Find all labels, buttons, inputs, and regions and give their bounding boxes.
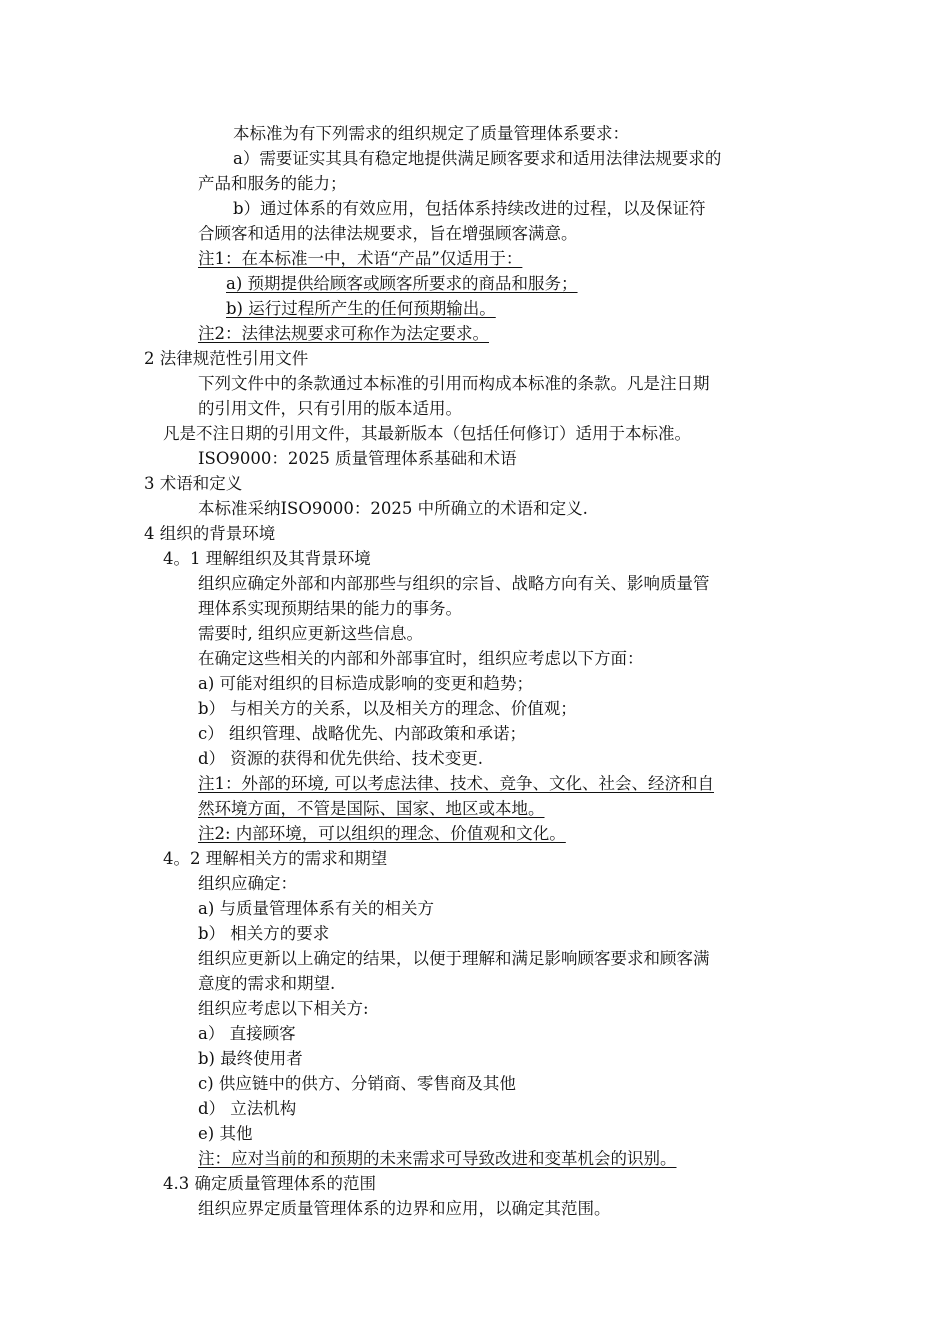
section-4-1-item-d: d） 资源的获得和优先供给、技术变更. — [198, 749, 484, 768]
section-4-3-paragraph: 组织应界定质量管理体系的边界和应用，以确定其范围。 — [198, 1199, 611, 1218]
scope-intro: 本标准为有下列需求的组织规定了质量管理体系要求： — [233, 124, 629, 143]
scope-item-b-cont: 合顾客和适用的法律法规要求，旨在增强顾客满意。 — [198, 224, 578, 243]
section-4-2-item-b: b） 相关方的要求 — [198, 924, 330, 943]
section-4-1-paragraph-cont: 理体系实现预期结果的能力的事务。 — [198, 599, 462, 618]
section-4-2-paragraph-3: 组织应考虑以下相关方: — [198, 999, 369, 1018]
section-2-paragraph: 下列文件中的条款通过本标准的引用而构成本标准的条款。凡是注日期 — [198, 374, 710, 393]
scope-item-a-cont: 产品和服务的能力； — [198, 174, 347, 193]
section-4-2-party-a: a） 直接顾客 — [198, 1024, 296, 1043]
section-3-heading: 3 术语和定义 — [144, 474, 243, 493]
section-4-1-item-c: c） 组织管理、战略优先、内部政策和承诺； — [198, 724, 526, 743]
section-2-reference: ISO9000：2025 质量管理体系基础和术语 — [198, 449, 517, 468]
scope-note-1-item-a: a) 预期提供给顾客或顾客所要求的商品和服务； — [226, 274, 578, 293]
scope-item-b: b）通过体系的有效应用，包括体系持续改进的过程，以及保证符 — [233, 199, 706, 218]
section-4-2-paragraph: 组织应确定： — [198, 874, 297, 893]
section-4-2-paragraph-2: 组织应更新以上确定的结果，以便于理解和满足影响顾客要求和顾客满 — [198, 949, 710, 968]
section-4-3-heading: 4.3 确定质量管理体系的范围 — [163, 1174, 376, 1193]
section-4-1-paragraph: 组织应确定外部和内部那些与组织的宗旨、战略方向有关、影响质量管 — [198, 574, 710, 593]
section-4-1-paragraph-3: 在确定这些相关的内部和外部事宜时，组织应考虑以下方面： — [198, 649, 644, 668]
section-4-2-paragraph-2-cont: 意度的需求和期望. — [198, 974, 336, 993]
section-4-2-party-e: e) 其他 — [198, 1124, 253, 1143]
section-4-2-heading: 4。2 理解相关方的需求和期望 — [163, 849, 388, 868]
section-4-1-paragraph-2: 需要时, 组织应更新这些信息。 — [198, 624, 423, 643]
section-4-2-item-a: a) 与质量管理体系有关的相关方 — [198, 899, 435, 918]
section-4-1-note-2: 注2: 内部环境，可以组织的理念、价值观和文化。 — [198, 824, 566, 843]
scope-note-2: 注2：法律法规要求可称作为法定要求。 — [198, 324, 489, 343]
section-4-1-heading: 4。1 理解组织及其背景环境 — [163, 549, 371, 568]
scope-note-1: 注1：在本标准一中，术语“产品”仅适用于： — [198, 249, 523, 268]
scope-note-1-item-b: b) 运行过程所产生的任何预期输出。 — [226, 299, 496, 318]
section-4-1-item-b: b） 与相关方的关系，以及相关方的理念、价值观； — [198, 699, 577, 718]
section-2-paragraph-cont: 的引用文件，只有引用的版本适用。 — [198, 399, 462, 418]
section-4-2-note: 注：应对当前的和预期的未来需求可导致改进和变革机会的识别。 — [198, 1149, 677, 1168]
section-4-1-note-1-cont: 然环境方面，不管是国际、国家、地区或本地。 — [198, 799, 545, 818]
section-2-heading: 2 法律规范性引用文件 — [144, 349, 309, 368]
section-4-2-party-d: d） 立法机构 — [198, 1099, 297, 1118]
section-4-2-party-b: b) 最终使用者 — [198, 1049, 303, 1068]
section-2-paragraph-2: 凡是不注日期的引用文件，其最新版本（包括任何修订）适用于本标准。 — [163, 424, 691, 443]
section-4-heading: 4 组织的背景环境 — [144, 524, 276, 543]
section-4-1-note-1: 注1：外部的环境, 可以考虑法律、技术、竞争、文化、社会、经济和自 — [198, 774, 714, 793]
section-4-2-party-c: c) 供应链中的供方、分销商、零售商及其他 — [198, 1074, 516, 1093]
scope-item-a: a）需要证实其具有稳定地提供满足顾客要求和适用法律法规要求的 — [233, 149, 722, 168]
section-4-1-item-a: a) 可能对组织的目标造成影响的变更和趋势； — [198, 674, 534, 693]
section-3-paragraph: 本标准采纳ISO9000：2025 中所确立的术语和定义. — [198, 499, 588, 518]
